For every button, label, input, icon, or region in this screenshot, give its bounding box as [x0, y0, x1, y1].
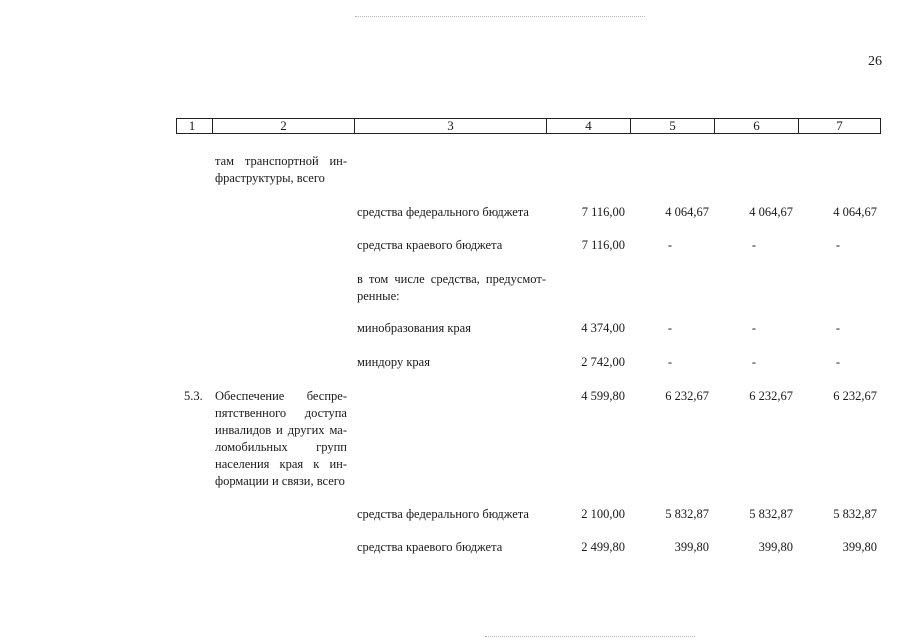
row-0-name-line-1: фраструктуры, всего [215, 171, 325, 185]
row-6-col7: 6 232,67 [833, 389, 877, 403]
row-4-col5: - [667, 321, 673, 335]
row-3-source-line-0: в том числе средства, предусмот- [357, 272, 546, 286]
row-4-col6: - [751, 321, 757, 335]
row-1-col6: 4 064,67 [749, 205, 793, 219]
row-4-col4: 4 374,00 [581, 321, 625, 335]
row-4-col7: - [835, 321, 841, 335]
header-col-1: 1 [188, 118, 196, 133]
row-7-source: средства федерального бюджета [357, 507, 529, 521]
row-6-name-line-0: Обеспечение беспре- [215, 389, 347, 403]
header-col-6: 6 [714, 119, 798, 133]
row-5-col5: - [667, 355, 673, 369]
row-6-name-line-3: ломобильных групп [215, 440, 347, 454]
row-1-col7: 4 064,67 [833, 205, 877, 219]
row-7-col7: 5 832,87 [833, 507, 877, 521]
row-3-source [357, 271, 546, 305]
row-2-col5: - [667, 238, 673, 252]
row-5-col6: - [751, 355, 757, 369]
row-0-name [215, 153, 347, 187]
row-8-col6: 399,80 [758, 540, 793, 554]
row-6-number: 5.3. [184, 389, 203, 403]
row-6-name-line-1: пятственного доступа [215, 406, 347, 420]
row-5-source: миндору края [357, 355, 430, 369]
row-2-col4: 7 116,00 [581, 238, 625, 252]
row-5-col7: - [835, 355, 841, 369]
row-7-col4: 2 100,00 [581, 507, 625, 521]
row-5-col4: 2 742,00 [581, 355, 625, 369]
row-6-name-line-4: населения края к ин- [215, 457, 347, 471]
scan-artifact-top [355, 16, 645, 18]
row-7-col5: 5 832,87 [665, 507, 709, 521]
header-col-5: 5 [630, 119, 714, 133]
row-2-source: средства краевого бюджета [357, 238, 503, 252]
header-col-7: 7 [798, 119, 880, 133]
header-col-3: 3 [354, 119, 546, 133]
row-2-col7: - [835, 238, 841, 252]
row-0-name-line-0: там транспортной ин- [215, 154, 347, 168]
row-3-source-line-1: ренные: [357, 289, 400, 303]
row-6-name-line-5: формации и связи, всего [215, 474, 345, 488]
row-1-col5: 4 064,67 [665, 205, 709, 219]
row-8-col4: 2 499,80 [581, 540, 625, 554]
row-8-source: средства краевого бюджета [357, 540, 503, 554]
row-6-col6: 6 232,67 [749, 389, 793, 403]
row-8-col7: 399,80 [842, 540, 877, 554]
row-6-name [215, 388, 347, 490]
header-col-2: 2 [212, 119, 354, 133]
row-1-source: средства федерального бюджета [357, 205, 529, 219]
header-col-4: 4 [546, 119, 630, 133]
row-2-col6: - [751, 238, 757, 252]
scan-artifact-bottom [485, 636, 695, 638]
table-header-row [176, 118, 881, 134]
row-6-col4: 4 599,80 [581, 389, 625, 403]
page-number: 26 [868, 54, 882, 69]
row-6-col5: 6 232,67 [665, 389, 709, 403]
row-4-source: минобразования края [357, 321, 471, 335]
row-6-name-line-2: инвалидов и других ма- [215, 423, 347, 437]
row-8-col5: 399,80 [674, 540, 709, 554]
row-7-col6: 5 832,87 [749, 507, 793, 521]
row-1-col4: 7 116,00 [581, 205, 625, 219]
